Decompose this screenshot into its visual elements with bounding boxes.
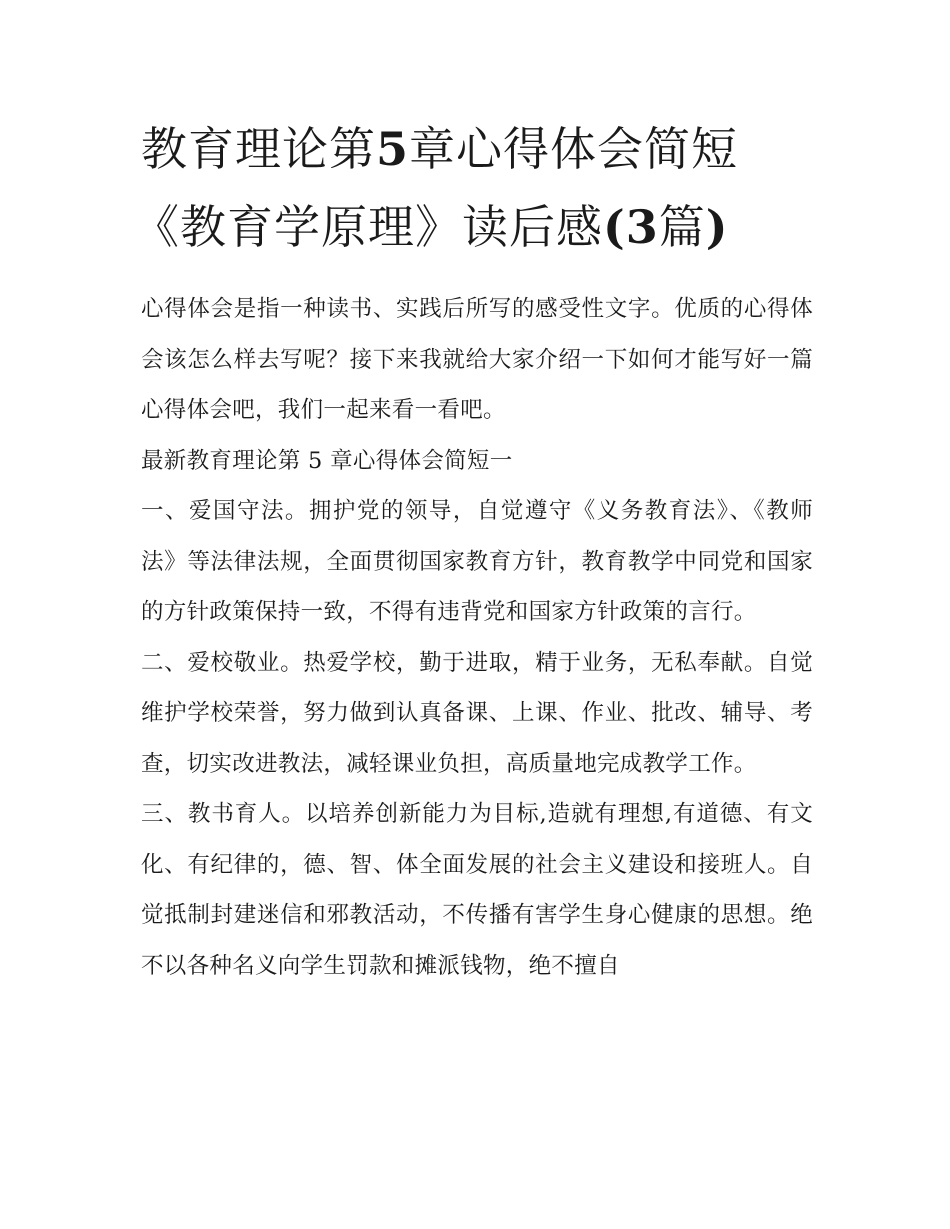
document-page	[133, 110, 813, 991]
title-line-1: 教育理论第5章心得体会简短	[141, 122, 739, 176]
paragraph-teaching: 三、教书育人。以培养创新能力为目标,造就有理想,有道德、有文化、有纪律的，德、智、体全面发展的社会主义建设和接班人。自觉抵制封建迷信和邪教活动，不传播有害学生身心健康的思想。绝不以各种名义向学生罚款和摊派钱物，绝不擅自	[141, 801, 813, 979]
paragraph-patriotism: 一、爱国守法。拥护党的领导，自觉遵守《义务教育法》、《教师法》等法律法规，全面贯彻国家教育方针，教育教学中同党和国家的方针政策保持一致，不得有违背党和国家方针政策的言行。	[141, 498, 813, 625]
document-body	[141, 284, 813, 991]
paragraph-dedication: 二、爱校敬业。热爱学校，勤于进取，精于业务，无私奉献。自觉维护学校荣誉，努力做到认真备课、上课、作业、批改、辅导、考查，切实改进教法，减轻课业负担，高质量地完成教学工作。	[141, 649, 813, 777]
section-heading: 最新教育理论第 5 章心得体会简短一	[141, 447, 513, 474]
document-title	[133, 110, 813, 266]
title-line-2: 《教育学原理》读后感(3篇)	[133, 200, 729, 254]
intro-paragraph: 心得体会是指一种读书、实践后所写的感受性文字。优质的心得体会该怎么样去写呢？接下来我就给大家介绍一下如何才能写好一篇心得体会吧，我们一起来看一看吧。	[141, 296, 813, 423]
